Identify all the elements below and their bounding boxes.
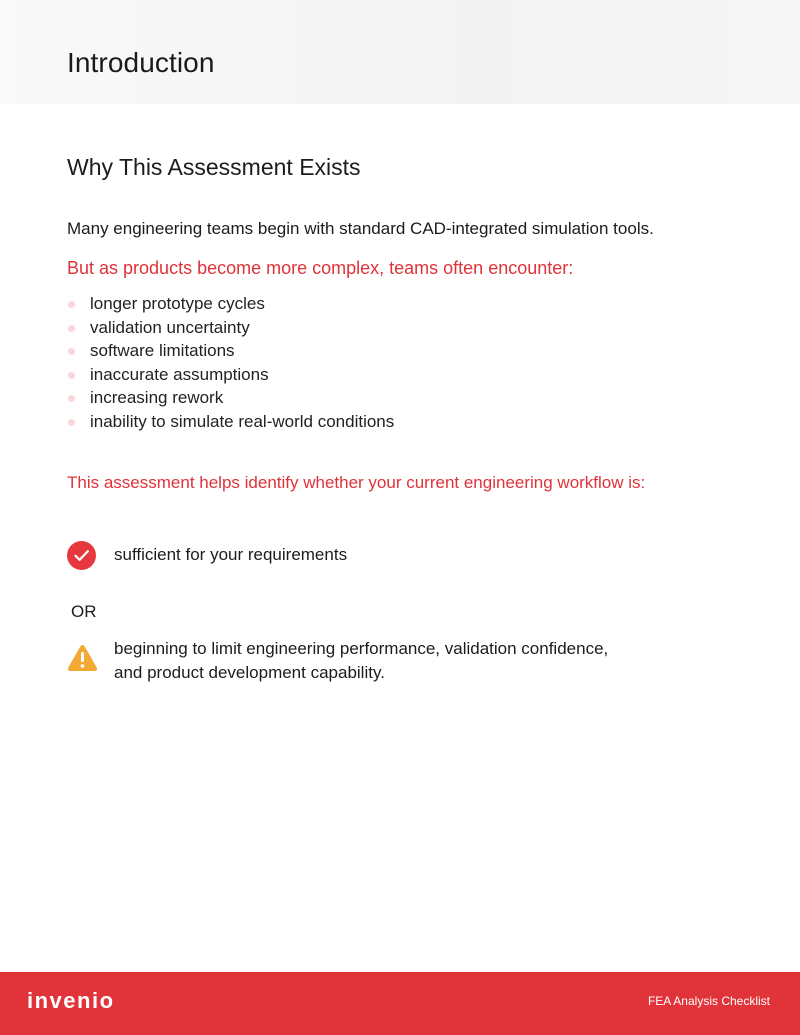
list-item: longer prototype cycles — [67, 292, 394, 316]
invenio-logo: invenio — [27, 988, 115, 1013]
bullet-dot-icon — [68, 325, 75, 332]
option-sufficient-text: sufficient for your requirements — [114, 545, 348, 564]
bullet-dot-icon — [68, 348, 75, 355]
or-label: OR — [71, 602, 97, 621]
bullet-dot-icon — [68, 301, 75, 308]
document-label: FEA Analysis Checklist — [647, 994, 770, 1008]
page-footer — [0, 972, 800, 1035]
page-title: Introduction — [67, 47, 215, 78]
challenge-list — [67, 292, 394, 433]
assessment-purpose: This assessment helps identify whether your current engineering workflow is: — [67, 473, 646, 492]
page-header — [0, 0, 800, 104]
list-item: inability to simulate real-world conditions — [67, 410, 394, 434]
bullet-dot-icon — [68, 419, 75, 426]
warning-triangle-icon — [67, 644, 98, 673]
option-limiting — [67, 637, 707, 697]
check-circle-icon — [67, 541, 96, 570]
highlight-paragraph: But as products become more complex, teams often encounter: — [67, 258, 574, 278]
list-item: increasing rework — [67, 386, 394, 410]
section-title: Why This Assessment Exists — [67, 154, 361, 180]
intro-paragraph: Many engineering teams begin with standard CAD-integrated simulation tools. — [67, 219, 654, 238]
list-item: software limitations — [67, 339, 394, 363]
bullet-dot-icon — [68, 395, 75, 402]
list-item: inaccurate assumptions — [67, 363, 394, 387]
list-item: validation uncertainty — [67, 316, 394, 340]
option-limiting-text: beginning to limit engineering performance, validation confidence, and product development capability. — [114, 639, 609, 682]
option-sufficient — [67, 541, 707, 573]
bullet-dot-icon — [68, 372, 75, 379]
